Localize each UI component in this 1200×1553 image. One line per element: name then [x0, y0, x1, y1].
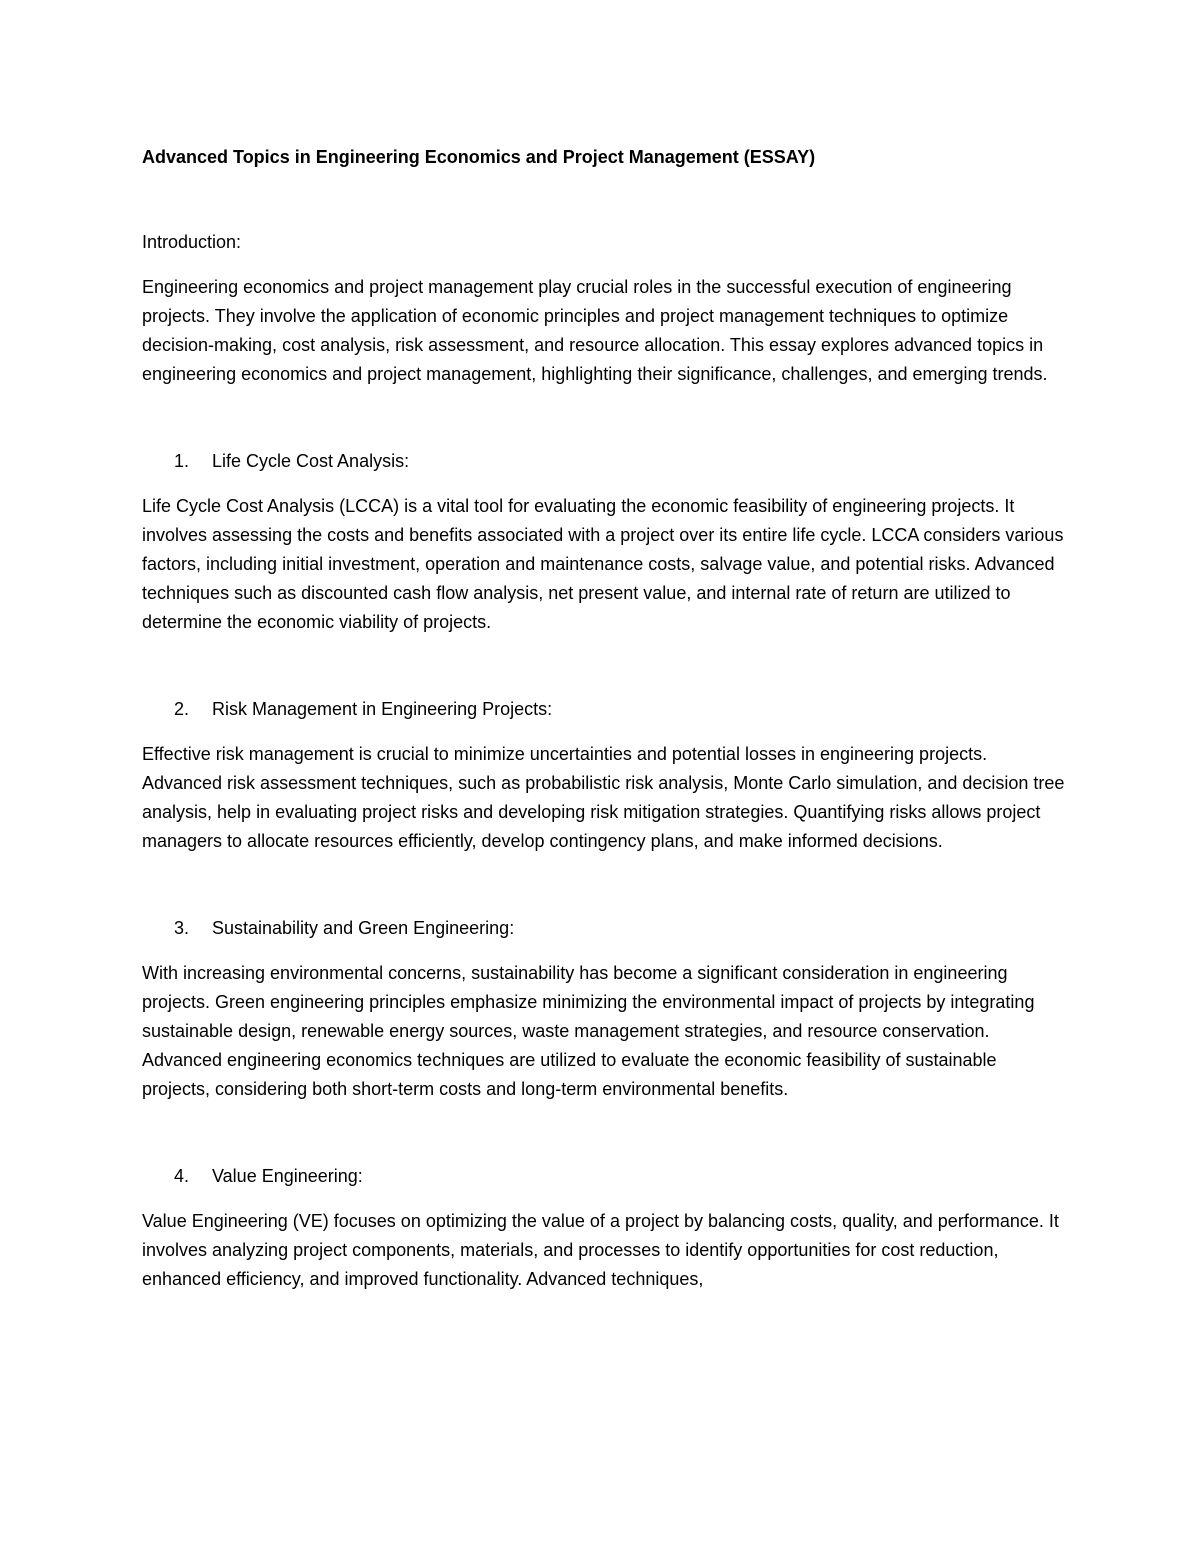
section-title: Life Cycle Cost Analysis: — [212, 451, 410, 471]
section-title: Risk Management in Engineering Projects: — [212, 699, 553, 719]
section-heading-4 — [142, 1162, 1067, 1191]
section-paragraph-1: Life Cycle Cost Analysis (LCCA) is a vital tool for evaluating the economic feasibility of engineering projects. It involves assessing the costs and benefits associated with a project over its entire life cycle. LCCA considers various factors, including initial investment, operation and maintenance costs, salvage value, and potential risks. Advanced techniques such as discounted cash flow analysis, net present value, and internal rate of return are utilized to determine the economic viability of projects. — [142, 496, 1064, 632]
section-paragraph-4: Value Engineering (VE) focuses on optimizing the value of a project by balancing costs, quality, and performance. It involves analyzing project components, materials, and processes to identify opportunities for cost reduction, enhanced efficiency, and improved functionality. Advanced techniques, — [142, 1211, 1059, 1289]
document-title: Advanced Topics in Engineering Economics and Project Management (ESSAY) — [142, 147, 816, 167]
intro-heading: Introduction: — [142, 232, 242, 252]
section-number: 3. — [174, 918, 190, 938]
section-paragraph-3: With increasing environmental concerns, sustainability has become a significant consideration in engineering projects. Green engineering principles emphasize minimizing the environmental impact of projects by integrating sustainable design, renewable energy sources, waste management strategies, and resource conservation. Advanced engineering economics techniques are utilized to evaluate the economic feasibility of sustainable projects, considering both short-term costs and long-term environmental benefits. — [142, 963, 1035, 1099]
intro-paragraph: Engineering economics and project management play crucial roles in the successful execution of engineering projects. They involve the application of economic principles and project management techniques to optimize decision-making, cost analysis, risk assessment, and resource allocation. This essay explores advanced topics in engineering economics and project management, highlighting their significance, challenges, and emerging trends. — [142, 277, 1048, 384]
section-heading-3 — [142, 914, 1067, 943]
section-number: 4. — [174, 1166, 190, 1186]
section-heading-1 — [142, 447, 1067, 476]
section-paragraph-2: Effective risk management is crucial to minimize uncertainties and potential losses in engineering projects. Advanced risk assessment techniques, such as probabilistic risk analysis, Monte Carlo simulation, and decision tree analysis, help in evaluating project risks and developing risk mitigation strategies. Quantifying risks allows project managers to allocate resources efficiently, develop contingency plans, and make informed decisions. — [142, 744, 1065, 851]
section-heading-2 — [142, 695, 1067, 724]
section-number: 2. — [174, 699, 190, 719]
section-title: Sustainability and Green Engineering: — [212, 918, 515, 938]
document-body — [142, 143, 1067, 1294]
section-number: 1. — [174, 451, 190, 471]
section-title: Value Engineering: — [212, 1166, 363, 1186]
